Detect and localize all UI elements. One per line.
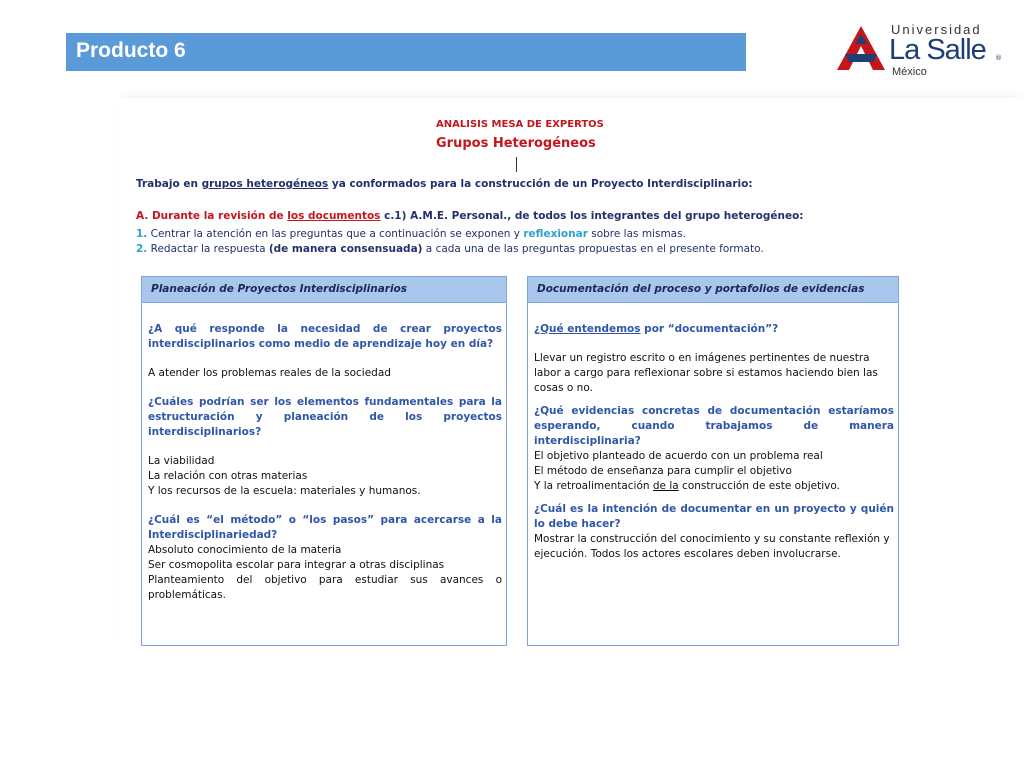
instruction-a-prefix: A. Durante la revisión de [136, 210, 288, 222]
slide-title: Producto 6 [76, 39, 186, 62]
planning-panel-title: Planeación de Proyectos Interdisciplinarios [151, 283, 408, 295]
documentation-answer-2-line-2: El método de enseñanza para cumplir el objetivo [534, 465, 792, 477]
documentation-panel-body [534, 322, 894, 562]
instruction-a-underlined: los documentos [287, 210, 381, 222]
documentation-question-2: ¿Qué evidencias concretas de documentación estaríamos esperando, cuando trabajamos de manera interdisciplinaria? [534, 405, 894, 447]
instruction-a [136, 210, 804, 222]
planning-panel-header [142, 277, 506, 303]
documentation-answer-3: Mostrar la construcción del conocimiento y su constante reflexión y ejecución. Todos los actores escolares deben involucrarse. [534, 533, 890, 560]
planning-answer-2-line-3: Y los recursos de la escuela: materiales y humanos. [148, 485, 421, 497]
planning-question-2: ¿Cuáles podrían ser los elementos fundamentales para la estructuración y planeación de los proyectos interdisciplinarios? [148, 396, 502, 438]
intro-post: ya conformados para la construcción de un Proyecto Interdisciplinario: [328, 178, 753, 190]
logo-city-text: México [892, 66, 927, 78]
instruction-2-bold: (de manera consensuada) [268, 243, 423, 255]
documentation-panel-header [528, 277, 898, 303]
instruction-2-pre: Redactar la respuesta [147, 243, 269, 255]
planning-answer-2-line-1: La viabilidad [148, 455, 215, 467]
intro-underlined: grupos heterogéneos [201, 178, 329, 190]
documentation-answer-2-line-3-pre: Y la retroalimentación [534, 480, 653, 492]
documentation-answer-2-line-3 [534, 479, 894, 494]
lasalle-star-icon [835, 24, 887, 74]
documentation-panel-title: Documentación del proceso y portafolios de evidencias [537, 283, 865, 295]
documentation-question-3: ¿Cuál es la intención de documentar en un proyecto y quién lo debe hacer? [534, 503, 894, 530]
instruction-2-number: 2. [136, 243, 148, 255]
university-logo [835, 20, 1005, 80]
documentation-question-1-post: por “documentación”? [640, 323, 779, 335]
planning-answer-3-line-1: Absoluto conocimiento de la materia [148, 544, 342, 556]
intro-line [136, 178, 753, 190]
planning-answer-3-line-2: Ser cosmopolita escolar para integrar a otras disciplinas [148, 559, 445, 571]
instruction-1-highlight: reflexionar [523, 228, 588, 240]
instruction-a-post: c.1) A.M.E. Personal., de todos los integrantes del grupo heterogéneo: [380, 210, 804, 222]
planning-question-1: ¿A qué responde la necesidad de crear proyectos interdisciplinarios como medio de aprendizaje hoy en día? [148, 323, 502, 350]
text-cursor [516, 157, 517, 172]
intro-pre: Trabajo en [136, 178, 202, 190]
instruction-1-post: sobre las mismas. [587, 228, 686, 240]
instruction-2 [136, 243, 764, 255]
logo-registered-mark: ® [995, 54, 1002, 62]
doc-heading: ANALISIS MESA DE EXPERTOS [436, 119, 604, 130]
documentation-answer-1: Llevar un registro escrito o en imágenes pertinentes de nuestra labor a cargo para reflexionar sobre si estamos haciendo bien las cosas o no. [534, 352, 878, 394]
planning-panel-body [148, 322, 502, 603]
doc-subheading: Grupos Heterogéneos [436, 136, 596, 151]
planning-question-3: ¿Cuál es “el método” o “los pasos” para acercarse a la Interdisciplinariedad? [148, 514, 502, 541]
slide-title-bar [66, 33, 746, 71]
documentation-answer-2-line-3-post: construcción de este objetivo. [678, 480, 840, 492]
planning-answer-3-line-3: Planteamiento del objetivo para estudiar sus avances o problemáticas. [148, 574, 502, 601]
planning-answer-2-line-2: La relación con otras materias [148, 470, 308, 482]
documentation-panel [527, 276, 899, 646]
instruction-1-pre: Centrar la atención en las preguntas que a continuación se exponen y [147, 228, 524, 240]
logo-brand-text: La Salle [889, 34, 986, 66]
instruction-1-number: 1. [136, 228, 148, 240]
documentation-question-1 [534, 322, 894, 337]
logo-university-text: Universidad [891, 22, 982, 37]
planning-answer-1: A atender los problemas reales de la sociedad [148, 367, 391, 379]
documentation-answer-2-line-3-underlined: de la [652, 480, 679, 492]
documentation-answer-2-line-1: El objetivo planteado de acuerdo con un problema real [534, 450, 823, 462]
instruction-1 [136, 228, 686, 240]
instruction-2-post: a cada una de las preguntas propuestas en el presente formato. [422, 243, 764, 255]
documentation-question-1-underlined: ¿Qué entendemos [534, 323, 641, 335]
planning-panel [141, 276, 507, 646]
